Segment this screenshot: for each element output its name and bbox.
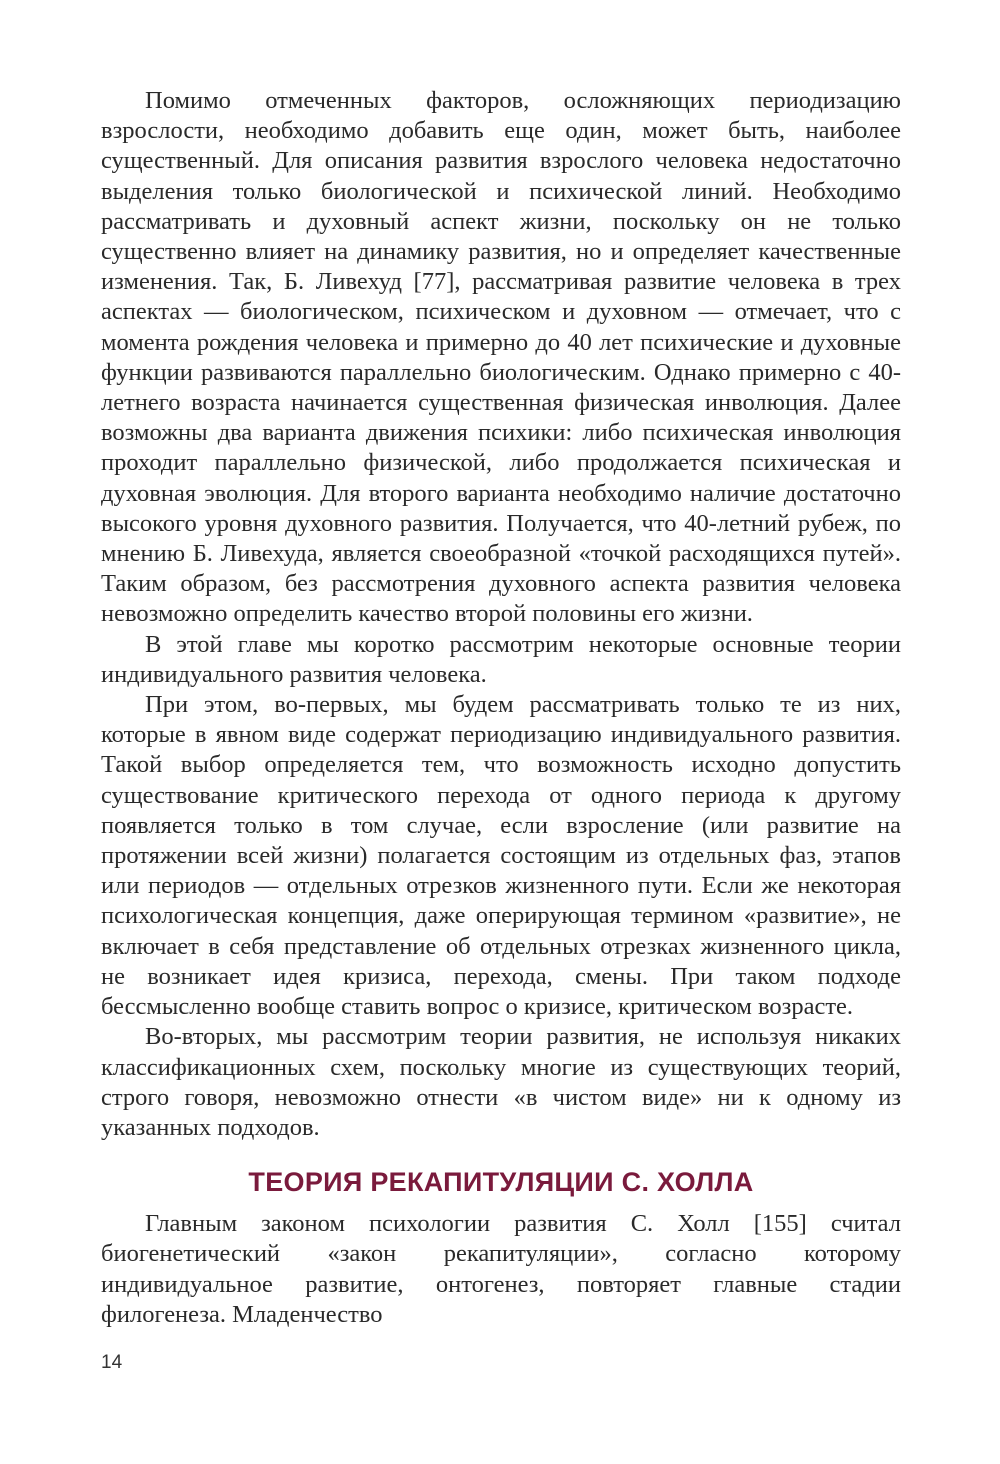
page-number: 14 [101, 1352, 123, 1373]
paragraph-first-criterion: При этом, во-первых, мы будем рассматривать только те из них, которые в явном виде содержат периодизацию индивидуального развития. Такой выбор определяется тем, что возможность исходно допустить существование критического перехода от одного периода к другому появляется только в том случае, если взросление (или развитие на протяжении всей жизни) полагается состоящим из отдельных фаз, этапов или периодов — отдельных отрезков жизненного пути. Если же некоторая психологическая концепция, даже оперирующая термином «развитие», не включает в себя представление об отдельных отрезках жизненного цикла, не возникает идея кризиса, перехода, смены. При таком подходе бессмысленно вообще ставить вопрос о кризисе, критическом возрасте. [101, 691, 901, 1021]
section-heading: ТЕОРИЯ РЕКАПИТУЛЯЦИИ С. ХОЛЛА [248, 1167, 754, 1198]
page-body [101, 86, 901, 1330]
paragraph-second-criterion: Во-вторых, мы рассмотрим теории развития, не используя никаких классификационных схем, поскольку многие из существующих теорий, строго говоря, невозможно отнести «в чистом виде» ни к одному из указанных подходов. [101, 1023, 901, 1141]
paragraph-adulthood-factors: Помимо отмеченных факторов, осложняющих периодизацию взрослости, необходимо добавить еще один, может быть, наиболее существенный. Для описания развития взрослого человека недостаточно выделения только биологической и психической линий. Необходимо рассматривать и духовный аспект жизни, поскольку он не только существенно влияет на динамику развития, но и определяет качественные изменения. Так, Б. Ливехуд [77], рассматривая развитие человека в трех аспектах — биологическом, психическом и духовном — отмечает, что с момента рождения человека и примерно до 40 лет психические и духовные функции развиваются параллельно биологическим. Однако примерно с 40-летнего возраста начинается существенная физическая инволюция. Далее возможны два варианта движения психики: либо психическая инволюция проходит параллельно физической, либо продолжается психическая и духовная эволюция. Для второго варианта необходимо наличие достаточно высокого уровня духовного развития. Получается, что 40-летний рубеж, по мнению Б. Ливехуда, является своеобразной «точкой расходящихся путей». Таким образом, без рассмотрения духовного аспекта развития человека невозможно определить качество второй половины его жизни. [101, 87, 901, 628]
paragraph-chapter-intro: В этой главе мы коротко рассмотрим некоторые основные теории индивидуального развития человека. [101, 630, 901, 688]
paragraph-hall-theory: Главным законом психологии развития С. Холл [155] считал биогенетический «закон рекапитуляции», согласно которому индивидуальное развитие, онтогенез, повторяет главные стадии филогенеза. Младенчество [101, 1210, 901, 1328]
